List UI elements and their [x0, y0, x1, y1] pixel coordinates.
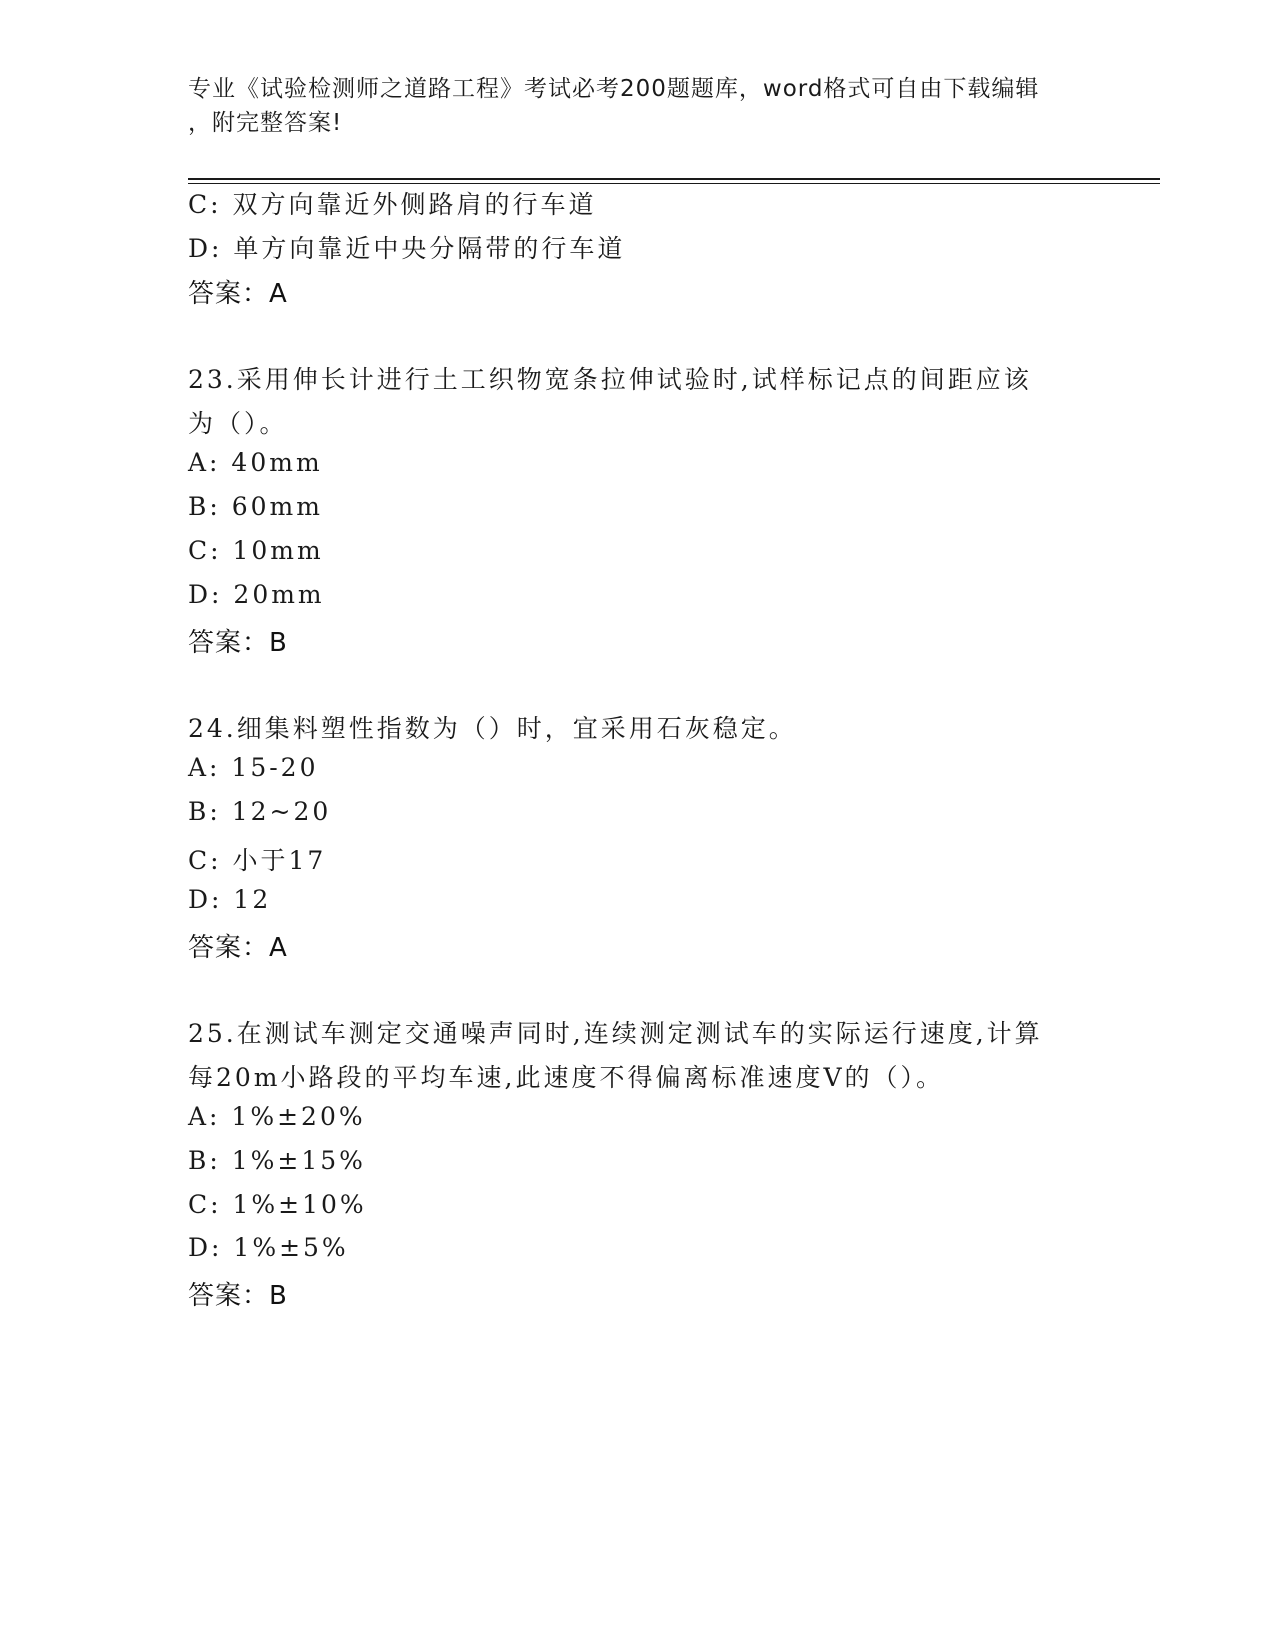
q25-option-b: B: 1%±15% — [188, 1146, 366, 1175]
q25-stem-line-1: 25.在测试车测定交通噪声同时,连续测定测试车的实际运行速度,计算 — [188, 1019, 1043, 1048]
q24-option-a: A: 15-20 — [188, 753, 319, 782]
header-rule-thick — [188, 178, 1160, 180]
q23-option-a: A: 40mm — [188, 448, 323, 477]
document-header — [188, 72, 1088, 140]
q22-option-d: D: 单方向靠近中央分隔带的行车道 — [188, 234, 626, 263]
q25-stem-line-2: 每20m小路段的平均车速,此速度不得偏离标准速度V的（）。 — [188, 1063, 945, 1092]
header-title-line-2: ，附完整答案! — [188, 110, 343, 136]
q23-option-b: B: 60mm — [188, 492, 323, 521]
q23-answer: 答案：B — [188, 628, 288, 658]
q25-option-c: C: 1%±10% — [188, 1190, 367, 1219]
q25-answer: 答案：B — [188, 1281, 288, 1311]
q24-option-b: B: 12~20 — [188, 797, 332, 826]
q22-answer: 答案：A — [188, 279, 288, 309]
q24-stem-line-1: 24.细集料塑性指数为（）时，宜采用石灰稳定。 — [188, 714, 797, 743]
q22-option-c: C: 双方向靠近外侧路肩的行车道 — [188, 190, 597, 219]
q25-option-d: D: 1%±5% — [188, 1233, 349, 1262]
q24-option-c: C: 小于17 — [188, 846, 327, 875]
header-title-line-1: 专业《试验检测师之道路工程》考试必考200题题库，word格式可自由下载编辑 — [188, 76, 1040, 102]
q24-answer: 答案：A — [188, 933, 288, 963]
header-rule-thin — [188, 183, 1160, 184]
q23-stem-line-2: 为（）。 — [188, 409, 288, 438]
q23-option-d: D: 20mm — [188, 580, 325, 609]
q23-stem-line-1: 23.采用伸长计进行土工织物宽条拉伸试验时,试样标记点的间距应该 — [188, 365, 1032, 394]
q24-option-d: D: 12 — [188, 885, 272, 914]
q25-option-a: A: 1%±20% — [188, 1102, 366, 1131]
q23-option-c: C: 10mm — [188, 536, 324, 565]
